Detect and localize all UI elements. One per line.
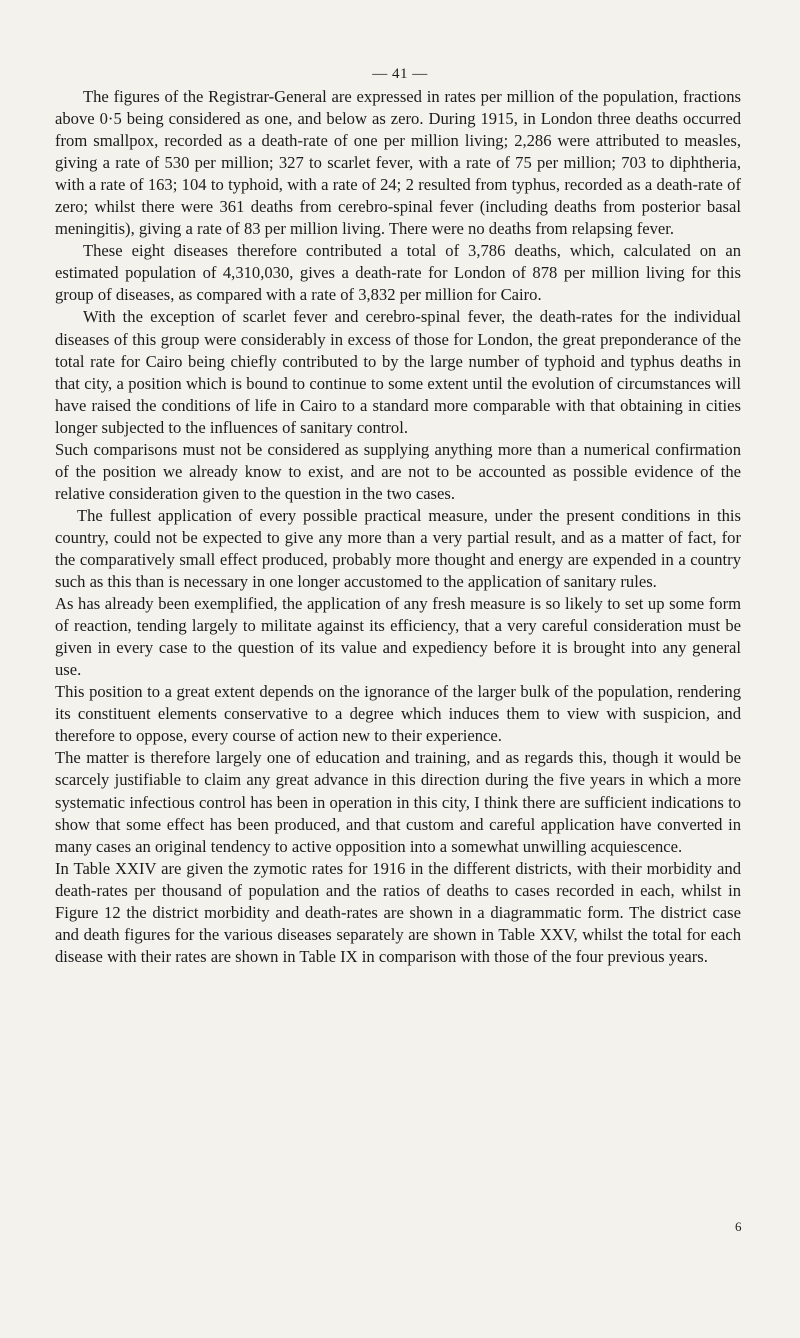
paragraph-practical-measures: The fullest application of every possible practical measure, under the present conditions in this country, could not be expected to give any more than a very partial result, and as a matter of fact, for the comparatively small effect produced, probably more thought and energy are expended in a country such as this than is necessary in one longer accustomed to the application of sanitary rules. <box>55 505 741 592</box>
paragraph-table-references: In Table XXIV are given the zymotic rates for 1916 in the different districts, with their morbidity and death-rates per thousand of population and the ratios of deaths to cases recorded in each, whilst in Figure 12 the district morbidity and death-rates are shown in a diagrammatic form. The district case and death figures for the various diseases separately are shown in Table XXV, whilst the total for each disease with their rates are shown in Table IX in comparison with those of the four previous years. <box>55 858 741 966</box>
paragraph-registrar-general-figures: The figures of the Registrar-General are expressed in rates per million of the population, fractions above 0·5 being considered as one, and below as zero. During 1915, in London three deaths occurred from smallpox, recorded as a death-rate of one per million living; 2,286 were attributed to measles, giving a rate of 530 per million; 327 to scarlet fever, with a rate of 75 per million; 703 to diphtheria, with a rate of 163; 104 to typhoid, with a rate of 24; 2 resulted from typhus, recorded as a death-rate of zero; whilst there were 361 deaths from cerebro-spinal fever (including deaths from posterior basal meningitis), giving a rate of 83 per million living. There were no deaths from relapsing fever. <box>55 87 741 239</box>
paragraph-education-and-training: The matter is therefore largely one of education and training, and as regards this, though it would be scarcely justifiable to claim any great advance in this direction during the five years in which a more systematic infectious control has been in operation in this city, I think there are sufficient indications to show that some effect has been produced, and that custom and careful application have converted in many cases an original tendency to active opposition into a somewhat unwilling acquiescence. <box>55 748 741 856</box>
paragraph-exception-scarlet-fever: With the exception of scarlet fever and cerebro-spinal fever, the death-rates for the individual diseases of this group were considerably in excess of those for London, the great preponderance of the total rate for Cairo being chiefly contributed to by the large number of typhoid and typhus deaths in that city, a position which is bound to continue to some extent until the evolution of circumstances will have raised the conditions of life in Cairo to a standard more comparable with that obtaining in cities longer subjected to the influences of sanitary control. <box>55 307 741 437</box>
page-number: — 41 — <box>372 66 428 82</box>
paragraph-eight-diseases-total: These eight diseases therefore contributed a total of 3,786 deaths, which, calculated on an estimated population of 4,310,030, gives a death-rate for London of 878 per million living for this group of diseases, as compared with a rate of 3,832 per million for Cairo. <box>55 241 741 305</box>
body-text <box>55 86 741 968</box>
paragraph-ignorance-of-population: This position to a great extent depends on the ignorance of the larger bulk of the population, rendering its constituent elements conservative to a degree which induces them to view with suspicion, and therefore to oppose, every course of action new to their experience. <box>55 682 741 746</box>
paragraph-fresh-measure-reaction: As has already been exemplified, the application of any fresh measure is so likely to set up some form of reaction, tending largely to militate against its efficiency, that a very careful consideration must be given in every case to the question of its value and expediency before it is brought into any general use. <box>55 594 741 680</box>
paragraph-comparisons: Such comparisons must not be considered as supplying anything more than a numerical confirmation of the position we already know to exist, and are not to be accounted as possible evidence of the relative consideration given to the question in the two cases. <box>55 439 741 503</box>
sheet-signature-mark: 6 <box>735 1219 742 1234</box>
